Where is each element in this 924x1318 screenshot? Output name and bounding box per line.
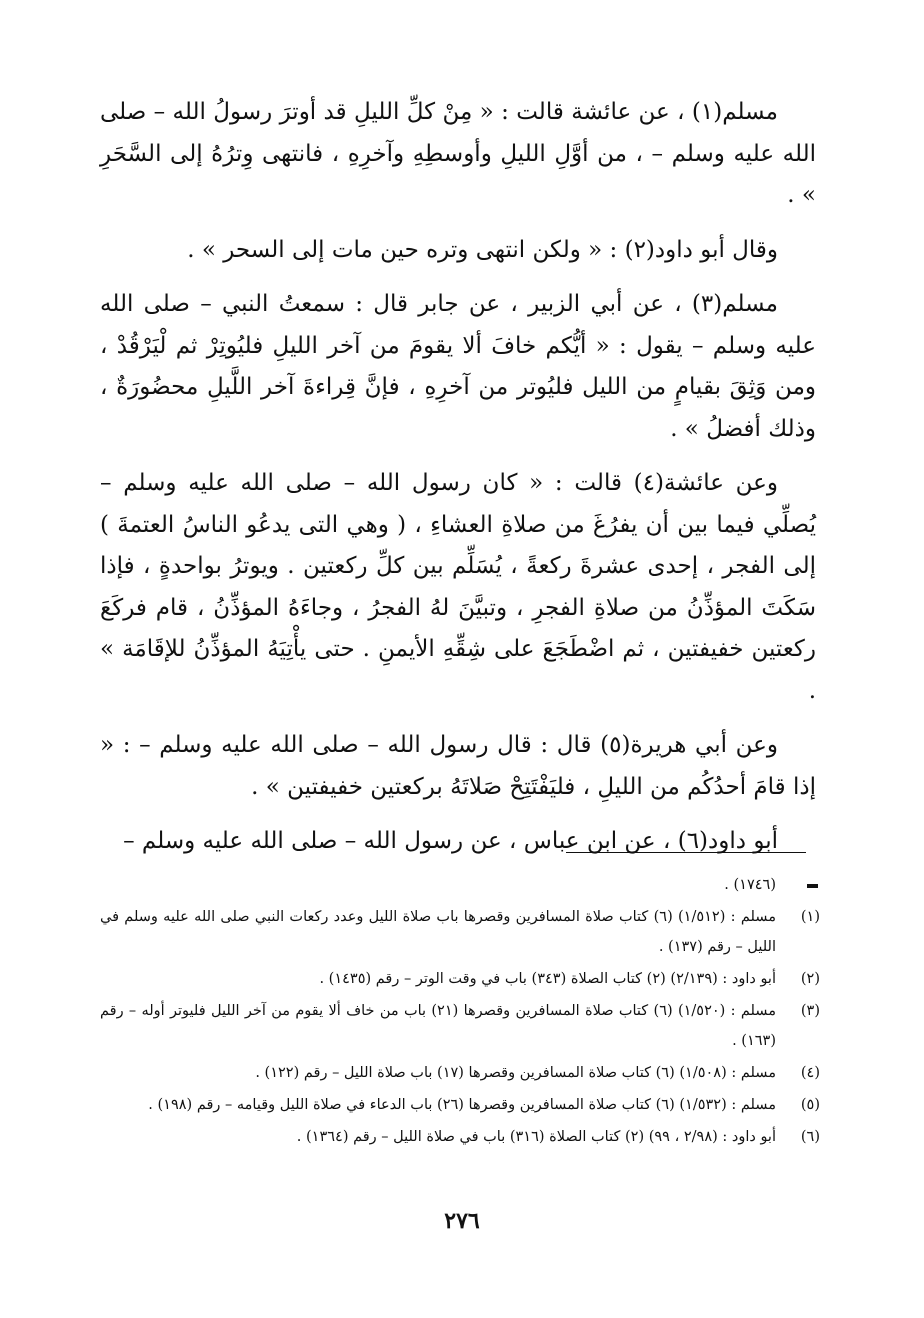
footnote-text: مسلم : (١/٥٣٢) (٦) كتاب صلاة المسافرين وقصرها (٢٦) باب الدعاء في صلاة الليل وقيامه – رقم (١٩٨) . [148, 1097, 776, 1113]
footnote-number: (١) [800, 909, 820, 925]
footnote-text: مسلم : (١/٥٢٠) (٦) كتاب صلاة المسافرين وقصرها (٢١) باب من خاف ألا يقوم من آخر الليل فليوتر أوله – رقم (١٦٣) . [100, 1003, 777, 1049]
footnote-continuation [100, 870, 820, 900]
footnote-text: مسلم : (١/٥١٢) (٦) كتاب صلاة المسافرين وقصرها باب صلاة الليل وعدد ركعات النبي صلى الله عليه وسلم في الليل – رقم (١٣٧) . [100, 909, 776, 955]
footnote [100, 902, 820, 962]
footnote [100, 1122, 820, 1152]
footnotes [100, 870, 820, 1154]
footnote-separator [566, 852, 806, 853]
footnote-number: (٢) [800, 971, 820, 987]
footnote-continuation-text: (١٧٤٦) . [724, 877, 776, 893]
paragraph: مسلم(١) ، عن عائشة قالت : « مِنْ كلِّ الليلِ قد أوترَ رسولُ الله – صلى الله عليه وسلم – ، من أوَّلِ الليلِ وأوسطِهِ وآخرِهِ ، فانتهى وِترُهُ إلى السَّحَرِ » . [100, 99, 816, 208]
footnote-number: (٦) [800, 1129, 820, 1145]
main-text [100, 92, 816, 876]
footnote-number: (٥) [800, 1097, 820, 1113]
paragraph: وقال أبو داود(٢) : « ولكن انتهى وتره حين مات إلى السحر » . [187, 236, 778, 263]
footnote [100, 1058, 820, 1088]
footnote-text: أبو داود : (٢/١٣٩) (٢) كتاب الصلاة (٣٤٣) باب في وقت الوتر – رقم (١٤٣٥) . [319, 971, 776, 987]
paragraph: أبو داود(٦) ، عن ابن عباس ، عن رسول الله – صلى الله عليه وسلم – [123, 828, 778, 854]
footnote [100, 1090, 820, 1120]
footnote [100, 964, 820, 994]
footnote-text: مسلم : (١/٥٠٨) (٦) كتاب صلاة المسافرين وقصرها (١٧) باب صلاة الليل – رقم (١٢٢) . [255, 1065, 776, 1081]
paragraph: وعن عائشة(٤) قالت : « كان رسول الله – صلى الله عليه وسلم – يُصلِّي فيما بين أن يفرُغَ من صلاةِ العشاءِ ، ( وهي التى يدعُو الناسُ العتمةَ ) إلى الفجر ، إحدى عشرةَ ركعةً ، يُسَلِّم بين كلِّ ركعتين . ويوترُ بواحدةٍ ، فإذا سَكَتَ المؤذِّنُ من صلاةِ الفجرِ ، وتبيَّنَ لهُ الفجرُ ، وجاءَهُ المؤذِّنُ ، قام فركَعَ ركعتين خفيفتين ، ثم اضْطَجَعَ على شِقِّهِ الأيمنِ . حتى يأْتِيَهُ المؤذِّنُ للإقَامَة » . [100, 470, 816, 704]
footnote-text: أبو داود : (٢/٩٨ ، ٩٩) (٢) كتاب الصلاة (٣١٦) باب في صلاة الليل – رقم (١٣٦٤) . [296, 1129, 776, 1145]
paragraph: وعن أبي هريرة(٥) قال : قال رسول الله – صلى الله عليه وسلم – : « إذا قامَ أحدُكُم من الليلِ ، فليَفْتَتِحْ صَلاتَهُ بركعتين خفيفتين » . [100, 732, 816, 800]
footnote-number: (٣) [800, 1003, 820, 1019]
page-number: ٢٧٦ [444, 1208, 480, 1234]
footnote [100, 996, 820, 1056]
footnote-number: (٤) [800, 1065, 820, 1081]
paragraph: مسلم(٣) ، عن أبي الزبير ، عن جابر قال : سمعتُ النبي – صلى الله عليه وسلم – يقول : « أيُّكم خافَ ألا يقومَ من آخر الليلِ فليُوتِرْ ثم لْيَرْقُدْ ، ومن وَثِقَ بقيامٍ من الليل فليُوتر من آخرِهِ ، فإنَّ قِراءةَ آخر اللَّيلِ محضُورَةٌ ، وذلك أفضلُ » . [100, 291, 816, 442]
